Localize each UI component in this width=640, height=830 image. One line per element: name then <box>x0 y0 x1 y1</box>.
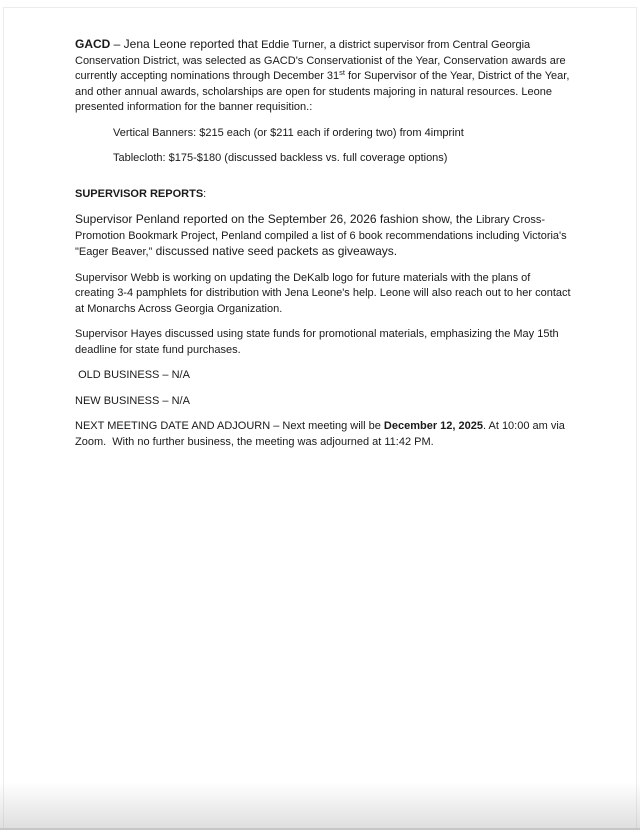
text-run: : <box>203 187 207 200</box>
text-run: SUPERVISOR REPORTS <box>75 187 204 200</box>
text-run: for Supervisor of the Year, District of the Year, and other annual awards, scholarships are open for students majoring in natural resources. Leone presented information for the banner requisition.: <box>75 70 573 113</box>
text-run: – Jena Leone reported that <box>110 37 262 51</box>
document-page <box>3 7 637 830</box>
text-run: Eddie Turner, a district supervisor from Central Georgia Conservation District, was selected as GACD's Conservationist of the Year, Conservation awards are currently accepting nominations through December 31 <box>75 39 569 82</box>
hayes-report-paragraph <box>75 327 572 358</box>
text-run: . At 10:00 am via Zoom. With no further business, the meeting was adjourned at 11:42 PM. <box>75 420 568 448</box>
text-run: Supervisor Penland reported on the September 26, 2026 fashion show, the <box>75 212 476 226</box>
text-run: NEW BUSINESS – N/A <box>75 394 190 407</box>
text-run: st <box>339 68 345 77</box>
banner-vertical-line <box>75 126 572 142</box>
text-run: NEXT MEETING DATE AND ADJOURN – Next meeting will be <box>75 420 384 432</box>
text-run: OLD BUSINESS – N/A <box>75 369 190 381</box>
gacd-report-paragraph <box>75 37 572 116</box>
text-run: Library Cross-Promotion Bookmark Project, Penland compiled a list of 6 book recommendations including Victoria's "Eager Beaver,” <box>75 214 570 258</box>
supervisor-reports-heading <box>75 187 572 203</box>
penland-report-paragraph <box>75 212 572 261</box>
new-business-line <box>75 394 572 410</box>
text-run: Supervisor Hayes discussed using state funds for promotional materials, emphasizing the May 15th deadline for state fund purchases. <box>75 328 562 356</box>
old-business-line <box>75 368 572 384</box>
text-run: Vertical Banners: $215 each (or $211 each if ordering two) from 4imprint <box>113 126 464 139</box>
webb-report-paragraph <box>75 271 572 318</box>
text-run: Tablecloth: $175-$180 (discussed backless vs. full coverage options) <box>113 152 448 164</box>
text-run: GACD <box>75 37 111 51</box>
banner-tablecloth-line <box>75 151 572 167</box>
next-meeting-paragraph <box>75 419 572 450</box>
text-run: Supervisor Webb is working on updating the DeKalb logo for future materials with the plans of creating 3-4 pamphlets for distribution with Jena Leone's help. Leone will also reach out to her contact at Monarchs Across Georgia Organization. <box>75 271 574 315</box>
document-body <box>4 8 636 450</box>
text-run: discussed native seed packets as giveaways. <box>152 244 398 258</box>
text-run: December 12, 2025 <box>383 420 483 432</box>
